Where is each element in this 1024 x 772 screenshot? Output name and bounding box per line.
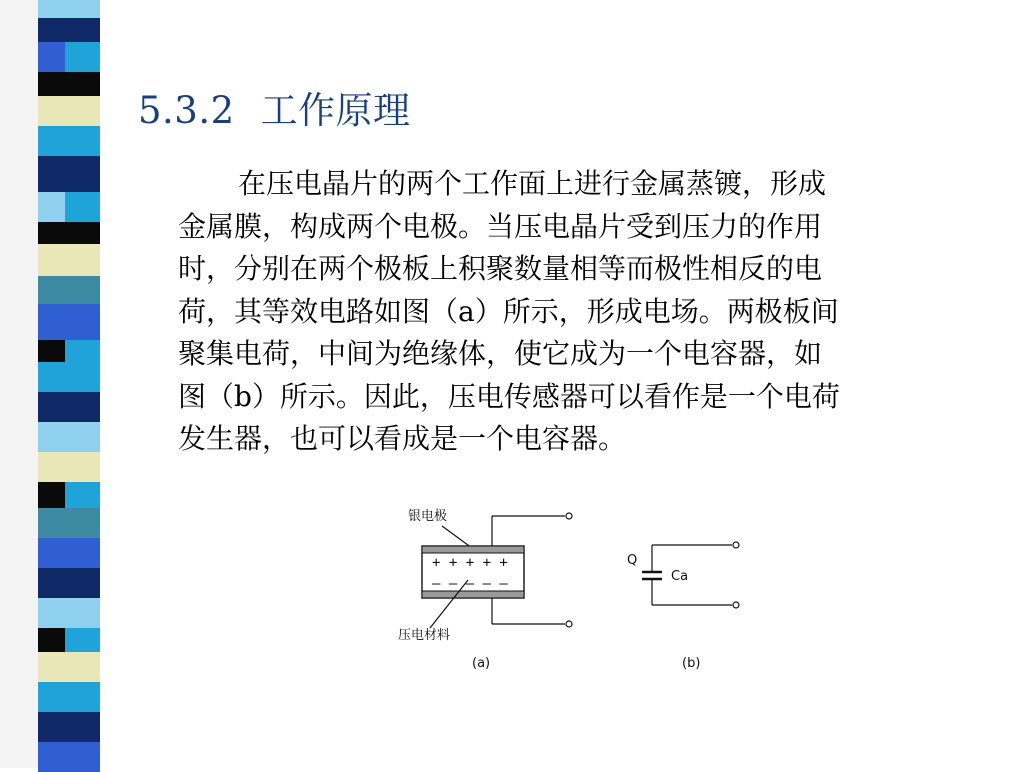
strip-block [65,482,100,508]
strip-block [38,126,100,156]
strip-block [38,392,100,422]
strip-block [38,452,100,482]
charge-label: Q [627,553,638,568]
strip-block [38,652,100,682]
capacitor-label: Ca [671,569,689,584]
strip-block [38,362,100,392]
strip-block [38,712,100,742]
electrode-leader-line [442,526,472,548]
strip-block [38,508,100,538]
figure-b-diagram [627,542,739,671]
strip-block [38,276,100,304]
figure-a-diagram [398,508,572,671]
strip-block [38,422,100,452]
paragraph-line: 聚集电荷，中间为绝缘体，使它成为一个电容器，如 [178,337,823,370]
strip-block [65,42,100,72]
strip-block [38,538,100,568]
positive-charges: + + + + + [432,555,508,571]
strip-shade [0,0,38,768]
paragraph-line: 发生器，也可以看成是一个电容器。 [178,422,627,455]
section-heading [138,80,411,134]
decorative-side-strip [0,0,100,768]
strip-block [38,304,100,340]
terminal [733,602,739,608]
terminal [733,542,739,548]
negative-charges: – – – – – [432,576,508,592]
strip-block [38,244,100,276]
strip-block [38,156,100,192]
body-paragraph [178,163,978,461]
strip-block [65,340,100,362]
piezo-circuit-figure [380,500,800,680]
strip-block [38,96,100,126]
section-title: 工作原理 [260,89,411,132]
strip-blocks [38,0,100,768]
strip-block [38,0,100,18]
strip-block [38,682,100,712]
top-electrode [422,546,524,553]
paragraph-line: 时，分别在两个极板上积聚数量相等而极性相反的电 [178,252,823,285]
section-number: 5.3.2 [138,89,235,132]
strip-block [38,568,100,598]
figure-b-caption: (b) [682,656,701,671]
strip-block [38,222,100,244]
strip-block [38,18,100,42]
figure-a-caption: (a) [472,656,491,671]
strip-block [65,192,100,222]
paragraph-line: 图（b）所示。因此，压电传感器可以看作是一个电荷 [178,379,840,413]
material-label: 压电材料 [398,628,451,643]
terminal [566,621,572,627]
bottom-electrode [422,591,524,598]
paragraph-line: 在压电晶片的两个工作面上进行金属蒸镀，形成 [238,167,827,200]
electrode-label: 银电极 [408,509,448,524]
paragraph-line: 金属膜，构成两个电极。当压电晶片受到压力的作用 [178,209,823,243]
strip-block [38,598,100,628]
strip-block [38,72,100,96]
strip-block [65,628,100,652]
paragraph-line: 荷，其等效电路如图（a）所示，形成电场。两极板间 [178,294,839,328]
terminal [566,513,572,519]
